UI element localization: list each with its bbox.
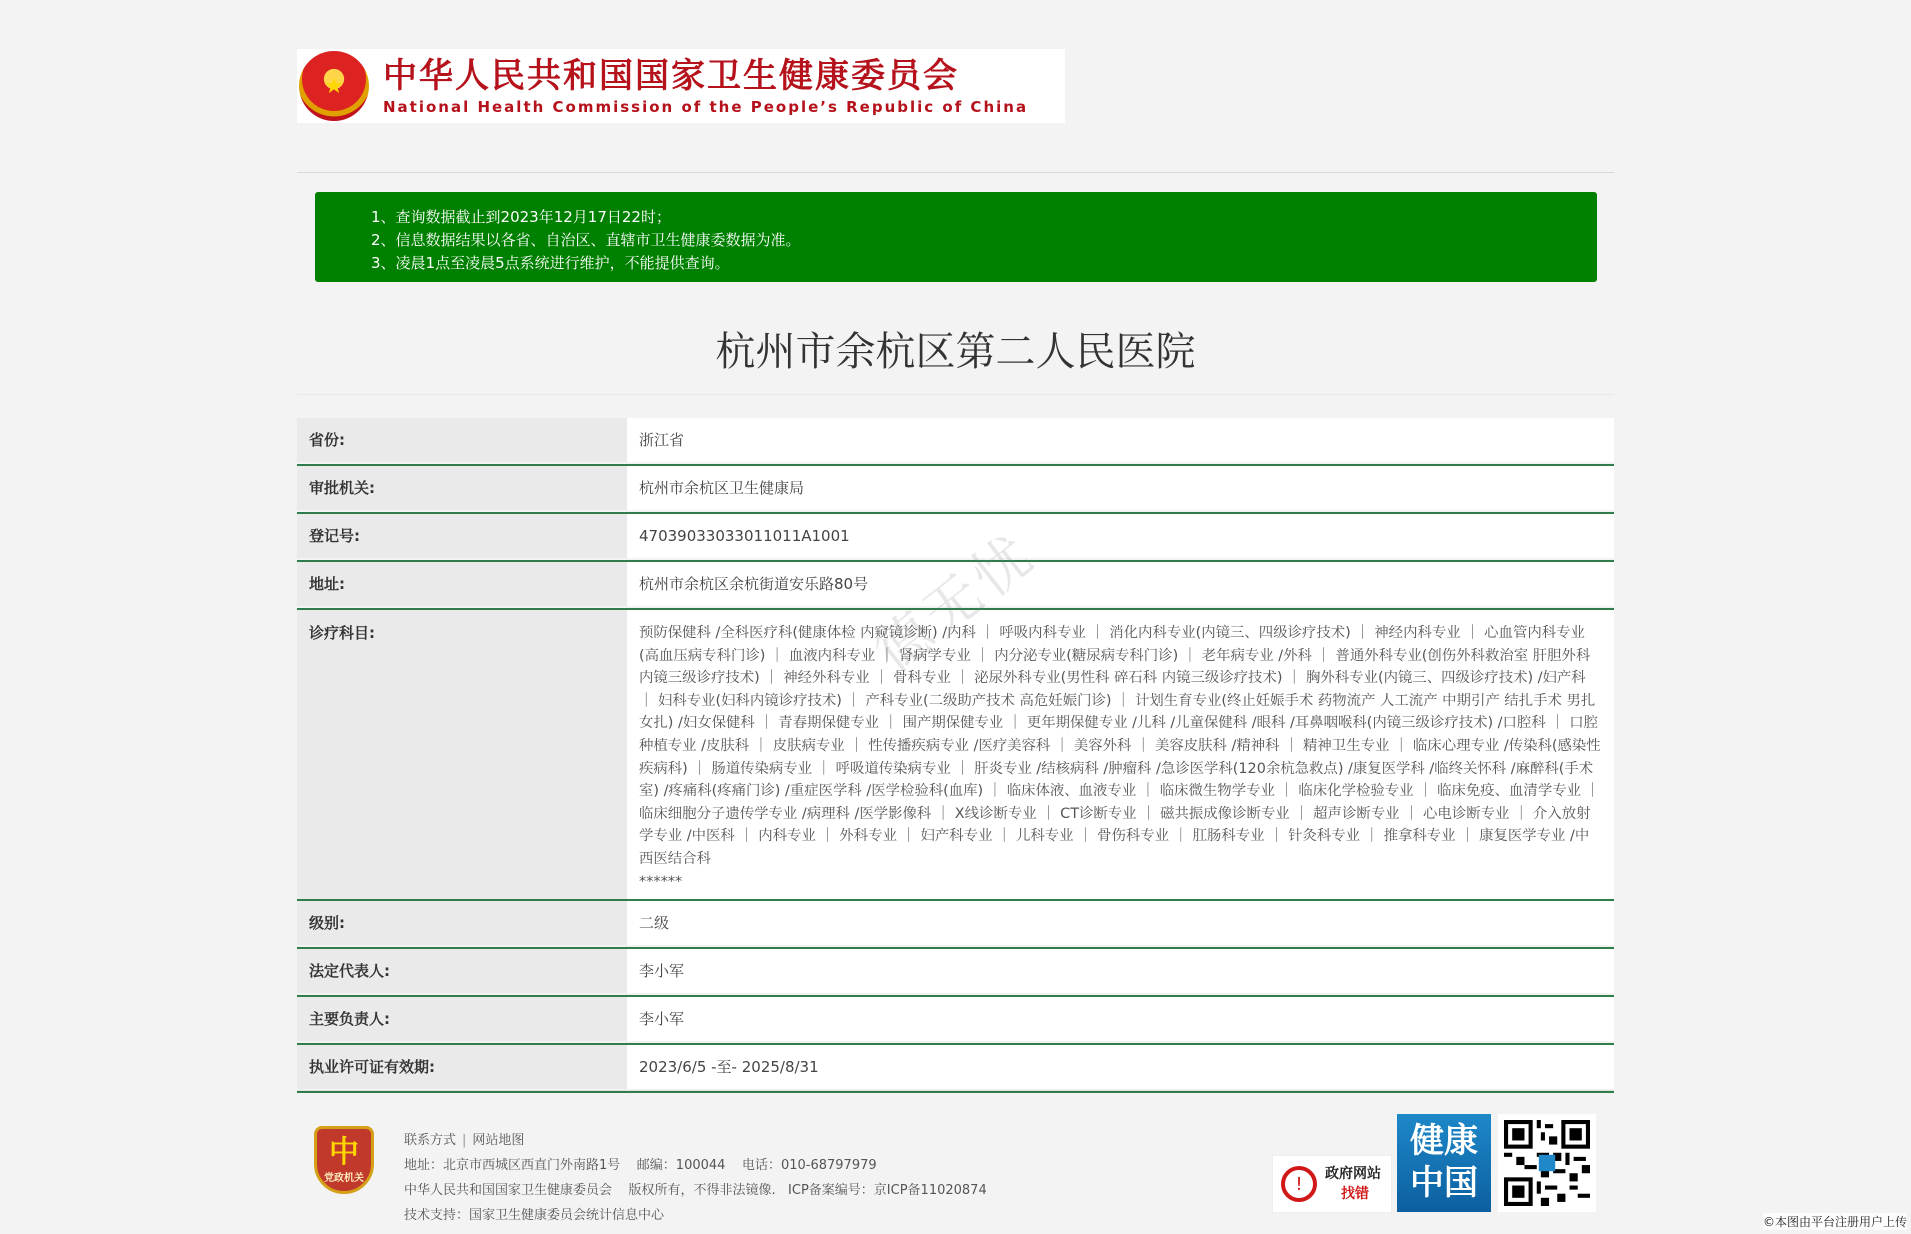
info-value: 李小军 (627, 949, 1614, 993)
national-emblem-icon: ★ (299, 51, 369, 121)
header-banner[interactable] (297, 49, 1065, 123)
info-label: 法定代表人: (297, 949, 627, 993)
info-row-legal-rep (297, 949, 1614, 997)
contact-link[interactable]: 联系方式 (404, 1133, 457, 1148)
info-row-province (297, 418, 1614, 466)
badge-text: 党政机关 (324, 1172, 364, 1184)
banner-title-cn: 中华人民共和国国家卫生健康委员会 (383, 56, 959, 96)
footer-text (404, 1128, 987, 1228)
info-label: 省份: (297, 418, 627, 462)
departments-suffix: ****** (639, 873, 683, 890)
info-label: 主要负责人: (297, 997, 627, 1041)
qr-code-icon (1498, 1114, 1596, 1212)
gov-website-error-report-button[interactable] (1272, 1155, 1392, 1213)
badge-glyph: 中 (329, 1134, 359, 1170)
magnifier-icon: ! (1281, 1166, 1317, 1202)
departments-text: 预防保健科 /全科医疗科(健康体检 内窥镜诊断) /内科 ｜ 呼吸内科专业 ｜ 消化内科专业(内镜三、四级诊疗技术) ｜ 神经内科专业 ｜ 心血管内科专业(高血压病专科门诊) ｜ 血液内科专业 ｜ 肾病学专业 ｜ 内分泌专业(糖尿病专科门诊) ｜ 老年病专业 /外科 ｜ 普通外科专业(创伤外科救治室 肝胆外科 内镜三级诊疗技术) ｜ 神经外科专业 ｜ 骨科专业 ｜ 泌尿外科专业(男性科 碎石科 内镜三级诊疗技术) ｜ 胸外科专业(内镜三、四级诊疗技术) /妇产科 ｜ 妇科专业(妇科内镜诊疗技术) ｜ 产科专业(二级助产技术 高危妊娠门诊) ｜ 计划生育专业(终止妊娠手术 药物流产 人工流产 中期引产 结扎手术 男扎 女扎) /妇女保健科 ｜ 青春期保健专业 ｜ 围产期保健专业 ｜ 更年期保健专业 /儿科 /儿童保健科 /眼科 /耳鼻咽喉科(内镜三级诊疗技术) /口腔科 ｜ 口腔种植专业 /皮肤科 ｜ 皮肤病专业 ｜ 性传播疾病专业 /医疗美容科 ｜ 美容外科 ｜ 美容皮肤科 /精神科 ｜ 精神卫生专业 ｜ 临床心理专业 /传染科(感染性疾病科) ｜ 肠道传染病专业 ｜ 呼吸道传染病专业 ｜ 肝炎专业 /结核病科 /肿瘤科 /急诊医学科(120余杭急救点) /康复医学科 /临终关怀科 /麻醉科(手术室) /疼痛科(疼痛门诊) /重症医学科 /医学检验科(血库) ｜ 临床体液、血液专业 ｜ 临床微生物学专业 ｜ 临床化学检验专业 ｜ 临床免疫、血清学专业 ｜ 临床细胞分子遗传学专业 /病理科 /医学影像科 ｜ X线诊断专业 ｜ CT诊断专业 ｜ 磁共振成像诊断专业 ｜ 超声诊断专业 ｜ 心电诊断专业 ｜ 介入放射学专业 /中医科 ｜ 内科专业 ｜ 外科专业 ｜ 妇产科专业 ｜ 儿科专业 ｜ 骨伤科专业 ｜ 肛肠科专业 ｜ 针灸科专业 ｜ 推拿科专业 ｜ 康复医学专业 /中西医结合科 (639, 625, 1601, 867)
info-row-principal (297, 997, 1614, 1045)
info-row-reg-no (297, 514, 1614, 562)
hospital-info-table (297, 418, 1614, 1093)
info-value: 二级 (627, 901, 1614, 945)
info-value: 杭州市余杭区余杭街道安乐路80号 (627, 562, 1614, 606)
info-row-validity (297, 1045, 1614, 1093)
banner-title-en: National Health Commission of the People’s Republic of China (383, 98, 1029, 116)
title-divider (297, 394, 1614, 395)
notice-line: 3、凌晨1点至凌晨5点系统进行维护，不能提供查询。 (371, 254, 730, 272)
notice-line: 1、查询数据截止到2023年12月17日22时； (371, 208, 671, 226)
footer-divider (297, 1090, 1614, 1091)
info-value: 47039033033011011A1001 (627, 514, 1614, 558)
gov-error-line2: 找错 (1341, 1186, 1369, 1202)
upload-credit: ©本图由平台注册用户上传 (1762, 1215, 1907, 1229)
footer-links (404, 1128, 987, 1153)
info-row-departments (297, 610, 1614, 901)
footer-copyright: 中华人民共和国国家卫生健康委员会 版权所有，不得非法镜像. ICP备案编号：京ICP备11020874 (404, 1183, 987, 1198)
footer-support: 技术支持：国家卫生健康委员会统计信息中心 (404, 1208, 665, 1223)
info-row-level (297, 901, 1614, 949)
info-row-address (297, 562, 1614, 610)
gov-error-text (1325, 1164, 1381, 1204)
footer-address: 地址：北京市西城区西直门外南路1号 邮编：100044 电话：010-68797979 (404, 1158, 877, 1173)
info-label: 诊疗科目: (297, 610, 627, 899)
gov-error-line1: 政府网站 (1325, 1166, 1381, 1182)
party-government-badge[interactable] (314, 1126, 374, 1194)
info-value: 浙江省 (627, 418, 1614, 462)
info-value: 2023/6/5 -至- 2025/8/31 (627, 1045, 1614, 1089)
header-divider (297, 172, 1614, 173)
info-label: 登记号: (297, 514, 627, 558)
info-label: 级别: (297, 901, 627, 945)
jkzg-line2: 中国 (1410, 1163, 1478, 1203)
info-label: 地址: (297, 562, 627, 606)
sitemap-link[interactable]: 网站地图 (472, 1133, 525, 1148)
banner-text (383, 56, 1028, 116)
page-title: 杭州市余杭区第二人民医院 (715, 329, 1196, 375)
jkzg-line1: 健康 (1410, 1121, 1478, 1161)
info-value: 李小军 (627, 997, 1614, 1041)
healthy-china-logo[interactable] (1397, 1114, 1491, 1212)
notice-box (315, 192, 1597, 282)
info-value-departments (627, 610, 1614, 899)
info-row-authority (297, 466, 1614, 514)
notice-line: 2、信息数据结果以各省、自治区、直辖市卫生健康委数据为准。 (371, 231, 801, 249)
link-separator: | (462, 1133, 467, 1148)
info-label: 审批机关: (297, 466, 627, 510)
info-value: 杭州市余杭区卫生健康局 (627, 466, 1614, 510)
info-label: 执业许可证有效期: (297, 1045, 627, 1089)
